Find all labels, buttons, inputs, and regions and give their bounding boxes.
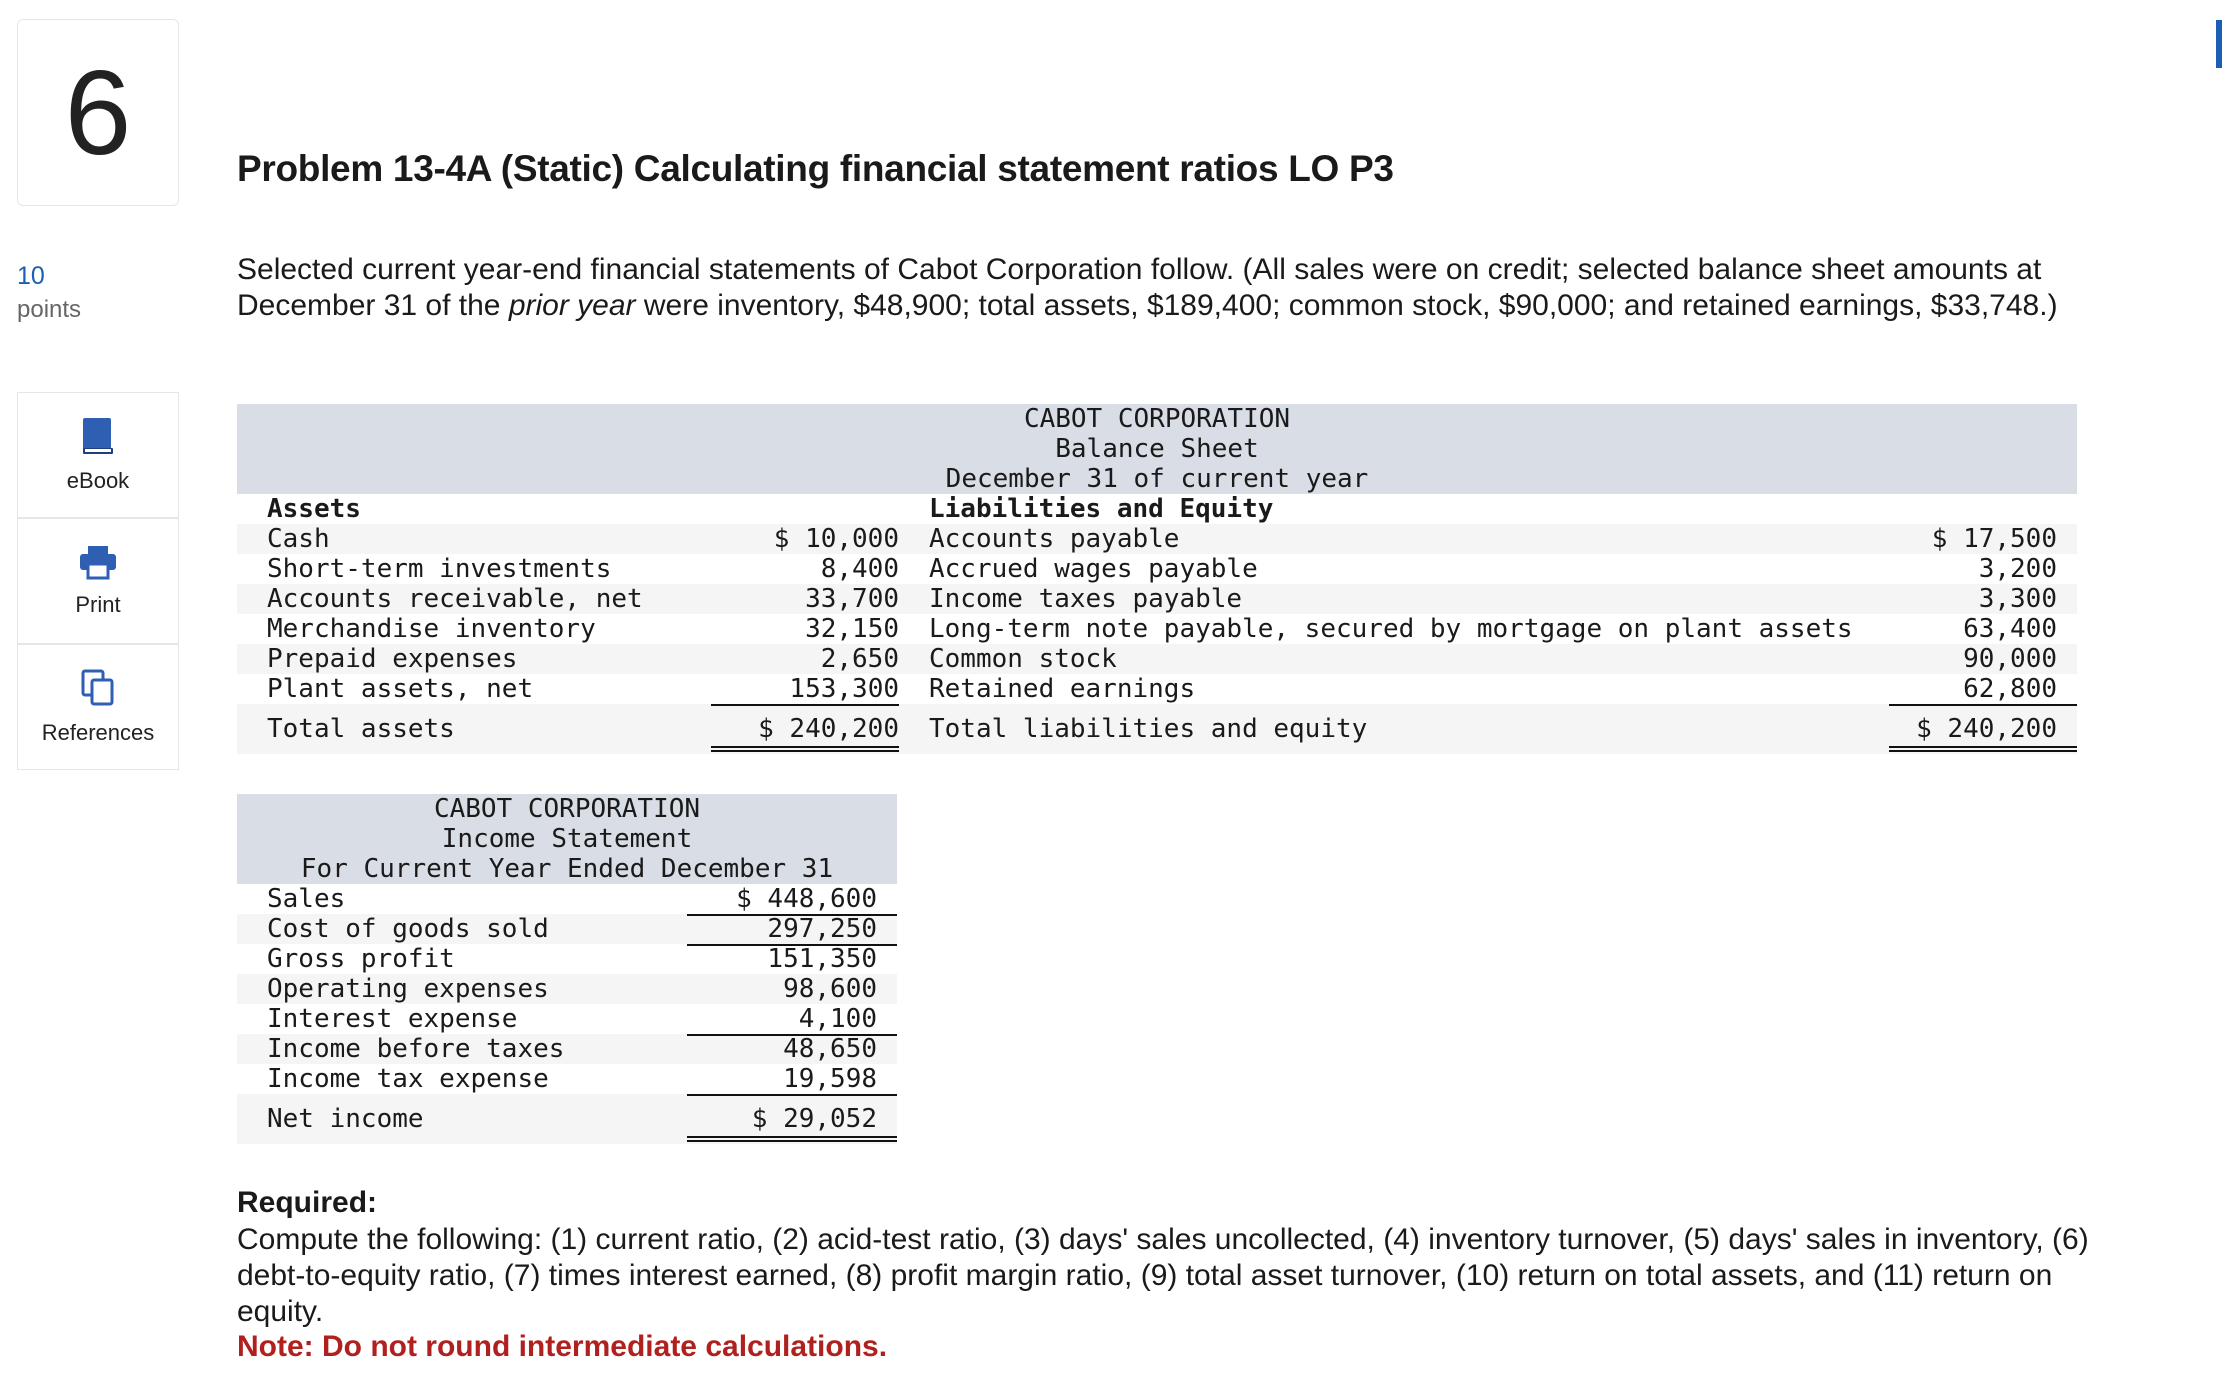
- bs-statement-name: Balance Sheet: [1055, 434, 1259, 464]
- asset-amount: $ 10,000: [773, 524, 899, 554]
- asset-amount: 8,400: [820, 554, 899, 584]
- total-liabilities-amount: $ 240,200: [1916, 714, 2057, 744]
- is-statement-name: Income Statement: [441, 824, 693, 854]
- balance-sheet: [237, 404, 2077, 754]
- print-button[interactable]: [17, 518, 179, 644]
- total-assets-label: Total assets: [267, 714, 455, 744]
- ebook-label: eBook: [66, 468, 130, 493]
- asset-amount: 2,650: [820, 644, 899, 674]
- liabilities-heading: Liabilities and Equity: [929, 494, 1274, 524]
- equity-amount: 90,000: [1963, 644, 2057, 674]
- is-row-label: Gross profit: [267, 944, 455, 974]
- intro-text-start: Selected current year-end financial statements of Cabot Corporation follow. (All sales were on credit; selected balance sheet amounts at December 31 of the: [237, 253, 2042, 322]
- question-number-box: [17, 19, 179, 206]
- is-row-label: Interest expense: [267, 1004, 518, 1034]
- asset-label: Prepaid expenses: [267, 644, 518, 674]
- question-number: 6: [64, 45, 132, 180]
- intro-text-italic: prior year: [508, 289, 636, 322]
- is-company-name: CABOT CORPORATION: [433, 794, 701, 824]
- asset-amount: 32,150: [805, 614, 899, 644]
- is-row-amount: 151,350: [767, 944, 877, 974]
- is-row-amount: $ 448,600: [736, 884, 877, 914]
- problem-intro: [237, 252, 2117, 324]
- copy-icon: [80, 668, 116, 708]
- rounding-note: Note: Do not round intermediate calculations.: [237, 1330, 888, 1363]
- income-statement: [237, 794, 897, 1146]
- total-assets-double-rule: [711, 746, 899, 748]
- scroll-indicator: [2216, 20, 2222, 68]
- asset-amount: 153,300: [789, 674, 899, 704]
- asset-label: Accounts receivable, net: [267, 584, 643, 614]
- liability-amount: 63,400: [1963, 614, 2057, 644]
- asset-label: Cash: [267, 524, 330, 554]
- liability-label: Accounts payable: [929, 524, 1180, 554]
- is-period: For Current Year Ended December 31: [300, 854, 834, 884]
- net-income-label: Net income: [267, 1104, 424, 1134]
- print-label: Print: [75, 592, 121, 617]
- net-income-double-rule: [687, 1136, 897, 1138]
- total-liabilities-double-rule: [1889, 746, 2077, 748]
- references-label: References: [41, 720, 155, 745]
- net-income-amount: $ 29,052: [751, 1104, 877, 1134]
- is-row-amount: 4,100: [798, 1004, 877, 1034]
- intro-text-end: were inventory, $48,900; total assets, $189,400; common stock, $90,000; and retained earnings, $33,748.): [635, 289, 2058, 322]
- is-row-label: Operating expenses: [267, 974, 549, 1004]
- asset-label: Merchandise inventory: [267, 614, 596, 644]
- is-row-amount: 297,250: [767, 914, 877, 944]
- is-row-label: Cost of goods sold: [267, 914, 549, 944]
- asset-label: Short-term investments: [267, 554, 612, 584]
- required-heading: Required:: [237, 1186, 378, 1219]
- references-button[interactable]: [17, 644, 179, 770]
- required-text: Compute the following: (1) current ratio, (2) acid-test ratio, (3) days' sales uncollected, (4) inventory turnover, (5) days' sales in inventory, (6) debt-to-equity ratio, (7) times interest earned, (8) profit margin ratio, (9) total asset turnover, (10) return on total assets, and (11) return on equity.: [237, 1223, 2089, 1328]
- balance-sheet-header: [237, 404, 2077, 494]
- points-label: points: [17, 296, 82, 323]
- is-row-label: Income tax expense: [267, 1064, 549, 1094]
- bs-date: December 31 of current year: [945, 464, 1369, 494]
- assets-heading: Assets: [267, 494, 361, 524]
- is-row-label: Income before taxes: [267, 1034, 565, 1064]
- bs-company-name: CABOT CORPORATION: [1023, 404, 1291, 434]
- total-assets-amount: $ 240,200: [758, 714, 899, 744]
- liability-label: Income taxes payable: [929, 584, 1243, 614]
- liability-label: Long-term note payable, secured by mortgage on plant assets: [929, 614, 1853, 644]
- book-icon: [81, 416, 115, 456]
- is-row-amount: 19,598: [783, 1064, 877, 1094]
- total-liabilities-label: Total liabilities and equity: [929, 714, 1368, 744]
- liability-amount: 3,200: [1978, 554, 2057, 584]
- asset-label: Plant assets, net: [267, 674, 534, 704]
- is-row-label: Sales: [267, 884, 346, 914]
- equity-amount: 62,800: [1963, 674, 2057, 704]
- asset-amount: 33,700: [805, 584, 899, 614]
- points-value: 10: [17, 262, 45, 290]
- is-row-amount: 98,600: [783, 974, 877, 1004]
- printer-icon: [78, 544, 118, 580]
- liabilities-subtotal-rule: [1889, 704, 2077, 706]
- ebook-button[interactable]: [17, 392, 179, 518]
- liability-label: Accrued wages payable: [929, 554, 1258, 584]
- is-row-amount: 48,650: [783, 1034, 877, 1064]
- equity-label: Common stock: [929, 644, 1117, 674]
- liability-amount: $ 17,500: [1931, 524, 2057, 554]
- income-statement-header: [237, 794, 897, 884]
- liability-amount: 3,300: [1978, 584, 2057, 614]
- assets-subtotal-rule: [711, 704, 899, 706]
- problem-title: Problem 13-4A (Static) Calculating financial statement ratios LO P3: [237, 148, 1394, 189]
- equity-label: Retained earnings: [929, 674, 1196, 704]
- net-income-rule: [687, 1094, 897, 1096]
